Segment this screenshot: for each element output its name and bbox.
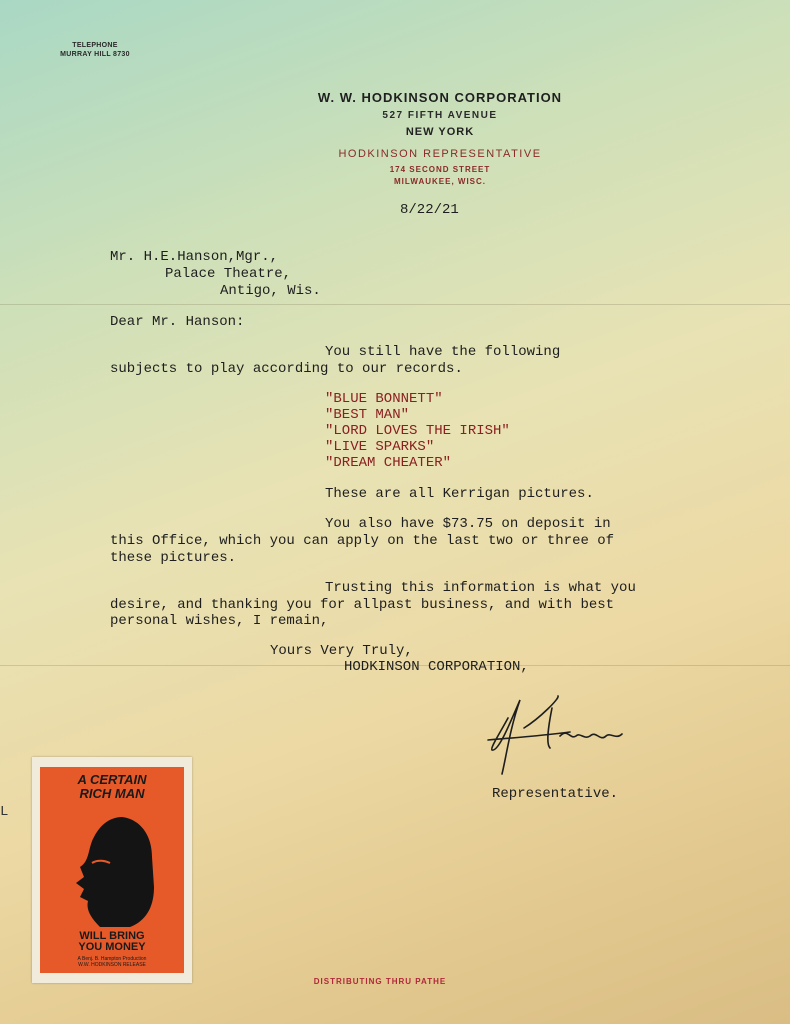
stamp-tagline-2: YOU MONEY [78,941,146,953]
representative-street: 174 SECOND STREET [389,165,491,174]
recipient-line-3: Antigo, Wis. [220,283,321,299]
telephone-number: MURRAY HILL 8730 [60,51,130,58]
closing-line-1: Yours Very Truly, [270,643,413,659]
recipient-line-2: Palace Theatre, [165,266,292,282]
paragraph-2: These are all Kerrigan pictures. [325,486,594,502]
recipient-line-1: Mr. H.E.Hanson,Mgr., [110,249,279,265]
company-name: W. W. HODKINSON CORPORATION [317,90,563,105]
paragraph-4-line-2: desire, and thanking you for allpast business, and with best [110,597,615,613]
stamp-title-line-2: RICH MAN [79,786,145,801]
salutation: Dear Mr. Hanson: [110,314,245,330]
stamp-credit-1: A Benj. B. Hampton Production [77,956,147,962]
handwritten-signature [480,688,640,778]
paragraph-3-line-3: these pictures. [110,550,237,566]
film-title: "DREAM CHEATER" [325,455,452,471]
paragraph-1-line-1: You still have the following [325,344,561,360]
company-city: NEW YORK [405,126,475,138]
paragraph-4-line-3: personal wishes, I remain, [110,613,329,629]
signer-title: Representative. [492,786,619,802]
telephone-block [50,41,140,59]
stamp-credit-2: W.W. HODKINSON RELEASE [78,962,146,968]
stamp-tagline-1: WILL BRING [79,930,145,942]
closing-line-2: HODKINSON CORPORATION, [344,659,529,675]
film-title: "BEST MAN" [325,407,410,423]
film-title: "LORD LOVES THE IRISH" [325,423,510,439]
representative-city: MILWAUKEE, WISC. [394,177,486,186]
company-address: 527 FIFTH AVENUE [382,110,498,121]
paragraph-3-line-2: this Office, which you can apply on the last two or three of [110,533,615,549]
film-title: "LIVE SPARKS" [325,439,435,455]
paragraph-3-line-1: You also have $73.75 on deposit in [325,516,611,532]
letter-date: 8/22/21 [400,202,459,218]
representative-title: HODKINSON REPRESENTATIVE [338,148,542,160]
poster-stamp [32,757,192,983]
cut-off-margin-text: L [0,804,9,820]
fold-crease [0,304,790,305]
portrait-silhouette-icon [70,817,160,927]
stamp-artwork [40,767,184,973]
stamp-title-line-1: A CERTAIN [77,772,147,787]
film-title: "BLUE BONNETT" [325,391,443,407]
footer-distribution: DISTRIBUTING THRU PATHE [313,977,447,986]
paragraph-1-line-2: subjects to play according to our records. [110,361,463,377]
paragraph-4-line-1: Trusting this information is what you [325,580,636,596]
telephone-label: TELEPHONE [72,42,118,49]
